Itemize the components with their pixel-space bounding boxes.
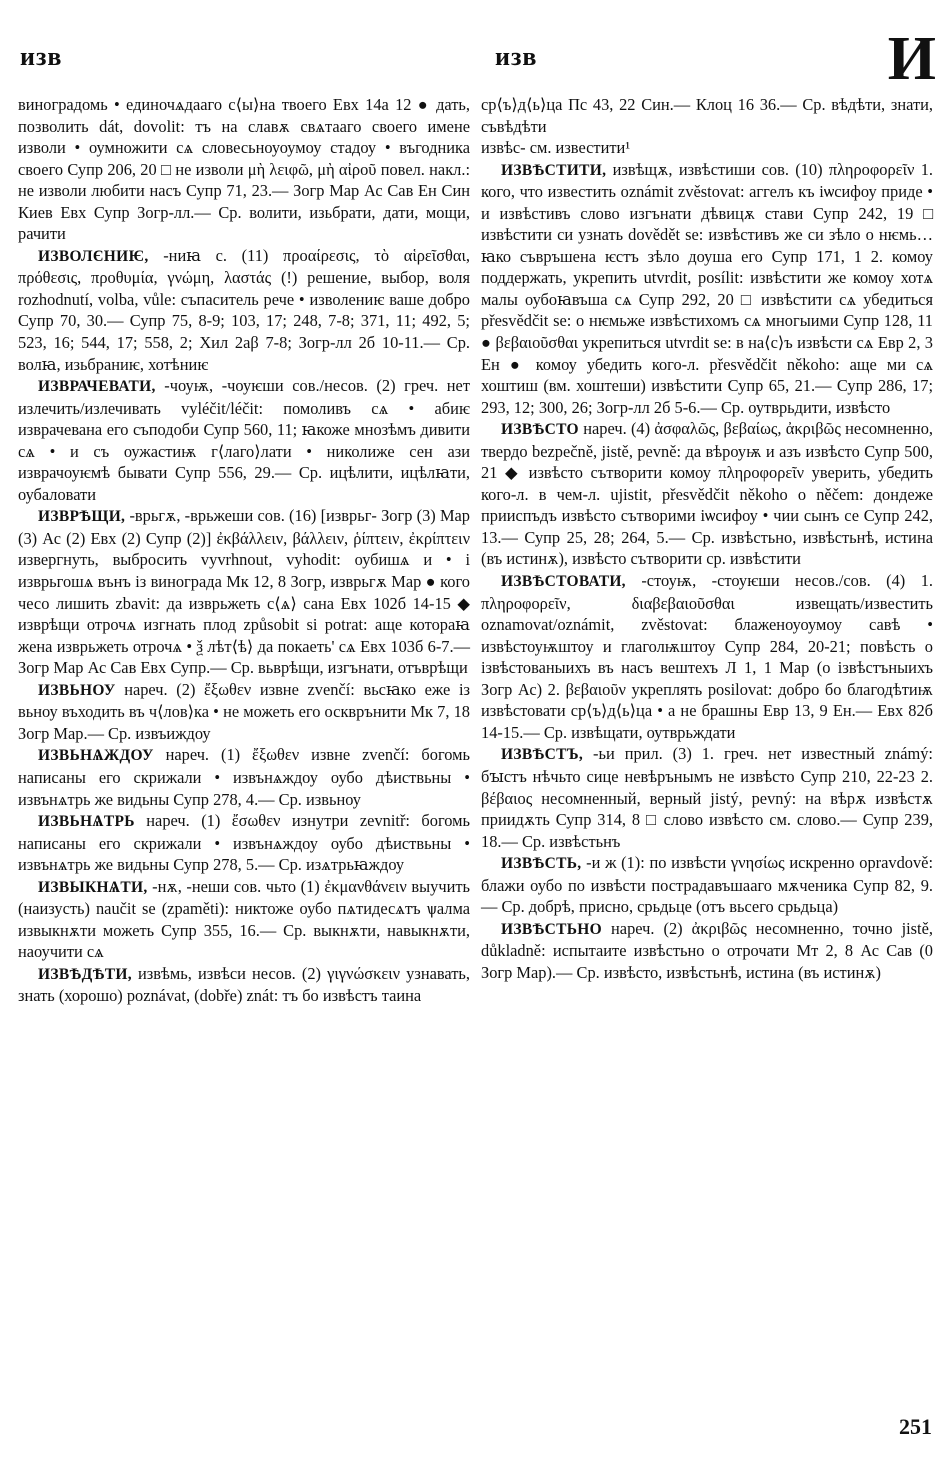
entry-headword: ИЗВЬНОУ [38, 681, 116, 699]
dictionary-entry [481, 570, 933, 743]
entry-headword: ИЗВѢСТЬ, [501, 855, 582, 873]
entry-headword: ИЗВРАЧЕВАТИ, [38, 378, 156, 396]
dictionary-entry [481, 94, 933, 137]
entry-text: нареч. (2) ἔξωθεν извне zvenčí: вьсꙗко еже із вьноу въходить въ ч⟨лов⟩ка • не можеть его оскврънити Мк 7, 18 Зогр Мар.— Ср. извъиждоу [18, 679, 470, 743]
dictionary-entry [18, 744, 470, 810]
dictionary-entry [481, 418, 933, 570]
dictionary-entry [18, 245, 470, 375]
entry-text: извѣщѫ, извѣстиши сов. (10) πληροφορεῖν 1. кого, что известить oznámit zvěstovat: аггелъ къ іѡсифоу приде • и извѣстивъ слово изгънати дѣвицѫ стави Супр 242, 19 □ извѣстити си узнать dovědět se: извѣстивъ же си зѣло о нѥмь… ꙗко съвръшена ѥстъ зѣло доуша его Супр 171, 1 2. комоу поддержать, укрепить utvrdit, posílit: извѣстити же комоу хотѧ малы оубоꙗвъша сѧ Супр 292, 20 □ извѣстити сѧ убедиться přesvědčit se: о нѥмьже извѣстихомъ сѧ многыими Супр 128, 11 ● βεβαιοῦσθαι укрепиться utvrdit se: в на⟨с⟩ъ извѣсти сѧ Евр 2, 3 Ен ● комоу убедить кого-л. přesvědčit někoho: аще ми сѧ хоштиш (вм. хоштеши) извѣстити Супр 65, 21.— Супр 286, 17; 293, 12; 300, 26; Зогр-лл 2б 5-6.— Ср. оутврьдити, извѣсто [481, 159, 933, 417]
entry-text: -стоуѭ, -стоуѥши несов./сов. (4) 1. πληροφορεῖν, διαβεβαιοῦσθαι извещать/известить oznamovat/oznámit, zvěstovat: блаженоуоумоу савѣ • извѣстоуѭштоу и глаголѭштоу Супр 284, 20-21; повѣсть о ізвѣстованыихъ въ насъ вештехъ Л 1, 1 Мар (о ізвѣстъныихъ Зогр Ас) 2. βεβαιοῦν укреплять posilovat: добро бо благодѣтиѭ извѣстовати ср⟨ъ⟩д⟨ь⟩ца • а не брашны Евр 13, 9 Ен.— Евх 82б 14-15.— Ср. извѣщати, оутврьждати [481, 571, 933, 742]
entry-headword: ИЗВЬНѦТРЬ [38, 813, 135, 831]
dictionary-entry [481, 159, 933, 419]
left-column [18, 94, 470, 1007]
running-head-left: изв [20, 42, 63, 71]
entry-text: нареч. (1) ἔσωθεν изнутри zevnitř: богомь написаны его скрижали • извънѧждоу оубо дѣиствьны • извънѧтрь же видьны Супр 278, 5.— Ср. изѧтрьꙗждоу [18, 811, 470, 875]
dictionary-entry [18, 876, 470, 963]
entry-text: -ниꙗ с. (11) προαίρεσις, τὸ αἱρεῖσθαι, πρόθεσις, προθυμία, γνώμη, λαστάς (!) решение, выбор, воля rozhodnutí, volba, vůle: съпаситель рече • изволениѥ ваше добро Супр 70, 30.— Супр 75, 8-9; 103, 17; 248, 7-8; 371, 11; 492, 5; 523, 16; 544, 17; 558, 2; Хил 2аβ 7-8; Зогр-лл 2б 10-11.— Ср. волꙗ, изьбраниѥ, хотѣниѥ [18, 245, 470, 374]
dictionary-entry [18, 679, 470, 745]
dictionary-entry [481, 743, 933, 852]
entry-text: -нѫ, -неши сов. чьто (1) ἐκμανθάνειν выучить (наизусть) naučit se (zpaměti): никтоже оубо пѧтидесѧтъ ѱалма извыкнѫти можеть Супр 355, 16.— Ср. выкнѫти, навыкнѫти, наоучити сѧ [18, 876, 470, 962]
dictionary-entry [18, 94, 470, 245]
entry-text: -чоуѭ, -чоуѥши сов./несов. (2) греч. нет излечить/излечивать vyléčit/léčit: помоливъ сѧ • абиѥ изврачевана его съподоби Супр 560, 11; ꙗкоже мнозѣмъ дивити сѧ • и съ оужастиѭ г⟨лаго⟩лати • николиже сен ази изврачоуѥмѣ бывати Супр 556, 29.— Ср. ицѣлити, ицѣлꙗти, оубаловати [18, 376, 470, 504]
entry-text: извѣмь, извѣси несов. (2) γιγνώσκειν узнавать, знать (хорошо) poznávat, (dobře) znát: тъ бо извѣстъ таина [18, 963, 470, 1006]
dictionary-entry [18, 963, 470, 1007]
dictionary-entry [481, 918, 933, 984]
entry-headword: ИЗВЬНѦЖДОУ [38, 747, 154, 765]
entry-text: ср⟨ъ⟩д⟨ь⟩ца Пс 43, 22 Син.— Клоц 16 36.— Ср. вѣдѣти, знати, съвѣдѣти [481, 95, 933, 136]
section-letter: И [887, 25, 936, 93]
entry-text: извѣс- см. известити¹ [481, 138, 631, 158]
entry-headword: ИЗВЫКНѦТИ, [38, 878, 148, 896]
entry-text: нареч. (1) ἔξωθεν извне zvenčí: богомь написаны его скрижали • извънѧждоу оубо дѣиствьны • извънѧтрь же видьны Супр 278, 4.— Ср. извьноу [18, 745, 470, 809]
running-head-middle: изв [495, 42, 538, 71]
right-column [481, 94, 933, 983]
entry-headword: ИЗВѢСТОВАТИ, [501, 573, 626, 591]
dictionary-entry [481, 137, 933, 159]
entry-headword: ИЗВѢСТО [501, 421, 579, 439]
entry-text: -и ж (1): по извѣсти γνησίως искренно opravdově: блажи оубо по извѣсти пострадавъшааго мѫченика Супр 82, 9.— Ср. добрѣ, присно, срьдьце (отъ вьсего срьдьца) [481, 853, 933, 917]
dictionary-entry [18, 810, 470, 876]
entry-headword: ИЗВѢСТИТИ, [501, 161, 607, 179]
dictionary-entry [481, 852, 933, 918]
entry-text: -врьгѫ, -врьжеши сов. (16) [изврьг- Зогр (3) Мар (3) Ас (2) Евх (2) Супр (2)] ἐκβάλλειν, βάλλειν, ῥίπτειν, ἐκρίπτειν извергнуть, выбросить vyvrhnout, vyhodit: оубишѧ и • і изврьгошѧ вънъ із винограда Мк 12, 8 Зогр, изврьгѫ Мар ● кого чесо лишить zbavit: да изврьжеть с⟨ѧ⟩ сана Евх 102б 14-15 ◆ изврѣщи отрочѧ изгнать плод způsobit si potrat: аще котораꙗ жена изврьжеть отрочѧ • ѯ лѣт⟨ѣ⟩ да покаеть' сѧ Евх 103б 6-7.— Зогр Мар Ас Сав Евх Супр.— Ср. вьврѣщи, изгънати, отъврѣщи [18, 506, 470, 678]
entry-text: нареч. (4) ἀσφαλῶς, βεβαίως, ἀκριβῶς несомненно, твердо bezpečně, jistě, pevně: да вѣроуѭ и азъ извѣсто Супр 500, 21 ◆ извѣсто сътворити комоу πληροφορεῖν уверить, убедить кого-л. в чем-л. ujistit, přesvědčit někoho o něčem: дондеже прииспъдъ извѣсто сътворими іѡсифоу • чии сынъ се Супр 242, 13.— Супр 25, 28; 264, 5.— Ср. извѣстьно, извѣстьнѣ, истина (въ истинѫ), извѣсто сътворити ср. извѣстити [481, 419, 933, 569]
entry-text: виноградомь • единочѧдааго с⟨ы⟩на твоего Евх 14а 12 ● дать, позволить dát, dovolit: тъ на славѫ свѧтааго своего имене изволи • оумножити сѧ словесьноуоумоу стадоу • въгодника своего Супр 206, 20 □ не изволи μὴ λειφῶ, μὴ αἰροῦ повел. накл.: не изволи любити насъ Супр 71, 23.— Зогр Мар Ас Сав Ен Син Киев Евх Супр Зогр-лл.— Ср. волити, изьбрати, дати, мощи, рачити [18, 95, 470, 244]
entry-headword: ИЗВОЛЄНИѤ, [38, 247, 149, 265]
entry-headword: ИЗВѢСТЪ, [501, 746, 584, 764]
entry-text: -ьи прил. (3) 1. греч. нет известный známý: бꙑстъ нѣчьто сице невѣрънымъ не извѣсто Супр 210, 22-23 2. βέβαιος несомненный, верный jistý, pevný: на вѣрѫ извѣстѫ приидѫть Супр 314, 8 □ слово извѣсто см. слово.— Супр 239, 18.— Ср. извѣстьнъ [481, 744, 933, 851]
entry-headword: ИЗВѢДѢТИ, [38, 965, 132, 983]
entry-headword: ИЗВРѢЩИ, [38, 508, 126, 526]
page-number: 251 [899, 1414, 932, 1439]
entry-headword: ИЗВѢСТЬНО [501, 920, 603, 938]
entry-text: нареч. (2) ἀκριβῶς несомненно, точно jistě, důkladně: испытаите извѣстьно о отрочати Мт 2, 8 Ас Сав (0 Зогр Мар).— Ср. извѣсто, извѣстьнѣ, истина (въ истинѫ) [481, 918, 933, 982]
dictionary-entry [18, 375, 470, 505]
dictionary-entry [18, 505, 470, 678]
